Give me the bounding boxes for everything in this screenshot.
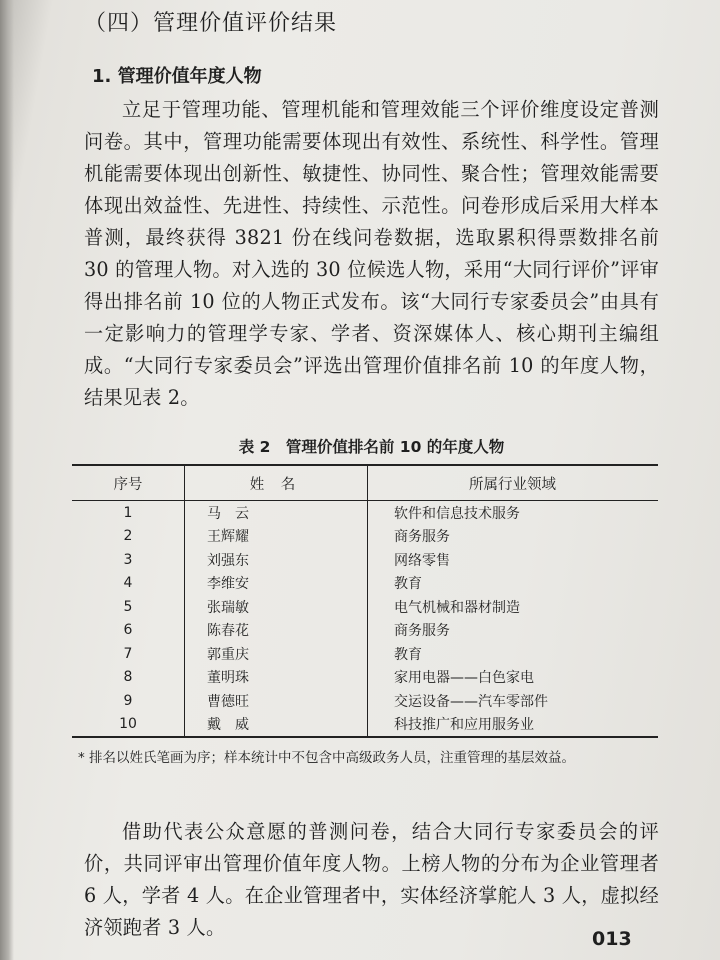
- table-header-row: [72, 465, 658, 501]
- header-number: 序号: [72, 465, 185, 501]
- cell-name: 郭重庆: [185, 642, 368, 666]
- cell-name: 刘强东: [185, 548, 368, 572]
- cell-industry: 软件和信息技术服务: [394, 505, 520, 522]
- table-caption: 表 2 管理价值排名前 10 的年度人物: [238, 438, 505, 456]
- page-number: 013: [592, 928, 632, 950]
- table-row: [72, 501, 658, 525]
- cell-number: 3: [123, 551, 133, 568]
- cell-industry: 教育: [394, 576, 422, 593]
- cell-name: 戴 威: [185, 713, 368, 738]
- table-row: [72, 642, 658, 666]
- table-row: [72, 713, 658, 738]
- table-row: [72, 689, 658, 713]
- cell-number: 1: [123, 504, 133, 521]
- cell-number: 6: [123, 622, 133, 639]
- body-paragraph-2: 借助代表公众意愿的普测问卷，结合大同行专家委员会的评价，共同评审出管理价值年度人物。上榜人物的分布为企业管理者 6 人，学者 4 人。在企业管理者中，实体经济掌舵人 3 人，虚拟经济领跑者 3 人。: [84, 820, 659, 939]
- cell-number: 4: [123, 575, 133, 592]
- cell-industry: 家用电器——白色家电: [394, 670, 534, 687]
- body-paragraph-1: 立足于管理功能、管理机能和管理效能三个评价维度设定普测问卷。其中，管理功能需要体现出有效性、系统性、科学性。管理机能需要体现出创新性、敏捷性、协同性、聚合性；管理效能需要体现出效益性、先进性、持续性、示范性。问卷形成后采用大样本普测，最终获得 3821 份在线问卷数据，选取累积得票数排名前 30 的管理人物。对入选的 30 位候选人物，采用“大同行评价”评审得出排名前 10 位的人物正式发布。该“大同行专家委员会”由具有一定影响力的管理学专家、学者、资深媒体人、核心期刊主编组成。“大同行专家委员会”评选出管理价值排名前 10 的年度人物，结果见表 2。: [84, 98, 659, 409]
- header-name: 姓 名: [185, 465, 368, 501]
- cell-industry: 交运设备——汽车零部件: [394, 693, 548, 710]
- cell-name: 陈春花: [185, 619, 368, 643]
- cell-name: 曹德旺: [185, 689, 368, 713]
- cell-name: 李维安: [185, 572, 368, 596]
- cell-number: 9: [123, 692, 133, 709]
- header-industry: 所属行业领域: [368, 465, 659, 501]
- cell-number: 7: [123, 645, 133, 662]
- table-row: [72, 619, 658, 643]
- cell-name: 王辉耀: [185, 525, 368, 549]
- cell-industry: 电气机械和器材制造: [394, 599, 520, 616]
- section-title: （四）管理价值评价结果: [84, 11, 338, 36]
- cell-industry: 商务服务: [394, 529, 450, 546]
- cell-name: 张瑞敏: [185, 595, 368, 619]
- cell-name: 董明珠: [185, 666, 368, 690]
- ranking-table: [72, 464, 658, 738]
- cell-number: 5: [123, 598, 133, 615]
- subsection-title: 1. 管理价值年度人物: [92, 66, 262, 87]
- cell-name: 马 云: [185, 501, 368, 525]
- book-spine-shadow: [0, 0, 14, 960]
- cell-number: 2: [123, 528, 133, 545]
- cell-industry: 教育: [394, 646, 422, 663]
- cell-number: 8: [123, 669, 133, 686]
- cell-number: 10: [72, 713, 185, 738]
- table-footnote: * 排名以姓氏笔画为序；样本统计中不包含中高级政务人员，注重管理的基层效益。: [78, 750, 576, 766]
- cell-industry: 科技推广和应用服务业: [368, 713, 659, 738]
- table-row: [72, 595, 658, 619]
- table-row: [72, 666, 658, 690]
- table-row: [72, 572, 658, 596]
- cell-industry: 商务服务: [394, 623, 450, 640]
- table-row: [72, 548, 658, 572]
- cell-industry: 网络零售: [394, 552, 450, 569]
- table-row: [72, 525, 658, 549]
